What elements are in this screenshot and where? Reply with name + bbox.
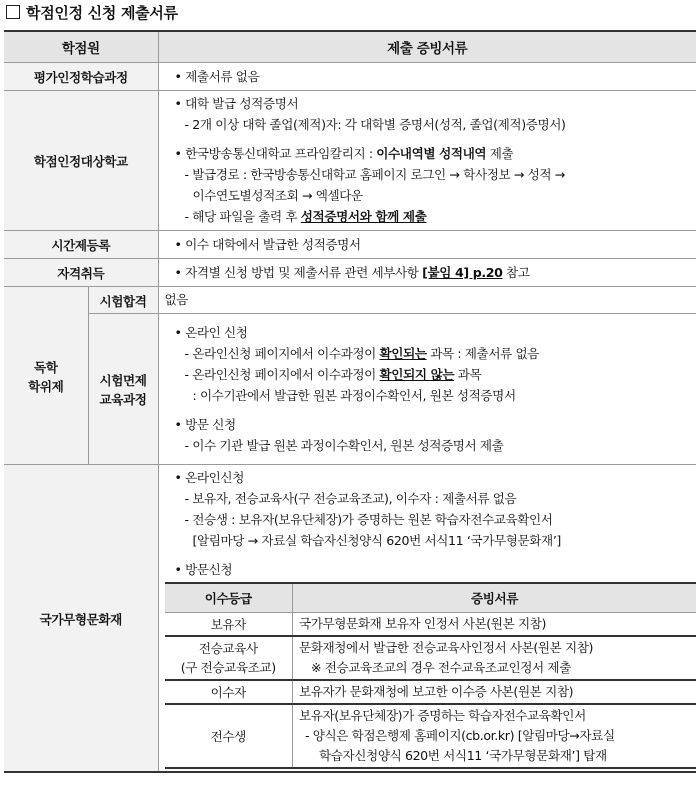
text-line: • 제출서류 없음 (174, 68, 260, 84)
underlined-bold-text: 확인되는 (379, 346, 427, 361)
text-line: 보유자(보유단체장)가 증명하는 학습자전수교육확인서 (299, 708, 586, 723)
table-row (4, 231, 696, 259)
grade-cell (165, 636, 293, 680)
text-line: - 전승생 : 보유자(보유단체장)가 증명하는 원본 학습자전수교육확인서 (184, 512, 553, 527)
text-line: • 방문 신청 (174, 417, 236, 432)
text-line: - 보유자, 전승교육사(구 전승교육조교), 이수자 : 제출서류 없음 (184, 491, 517, 506)
row-label-sigan: 시간제등록 (4, 231, 158, 259)
text-line: ※ 전승교육조교의 경우 전수교육조교인정서 제출 (311, 660, 571, 675)
row-content-exam-exempt (158, 314, 696, 465)
text-span: • 자격별 신청 방법 및 제출서류 관련 세부사항 (174, 264, 423, 280)
table-row (4, 465, 696, 773)
text-line (165, 143, 691, 164)
table-row (165, 613, 697, 637)
inner-header-grade: 이수등급 (165, 583, 293, 613)
text-line: : 이수기관에서 발급한 원본 과정이수확인서, 원본 성적증명서 (192, 388, 516, 403)
header-documents: 제출 증빙서류 (158, 31, 696, 63)
row-label-dokhak (4, 287, 88, 465)
table-row (4, 314, 696, 465)
text-line (165, 206, 691, 227)
underlined-bold-text: 확인되지 않는 (379, 367, 455, 382)
row-label-daesang: 학점인정대상학교 (4, 91, 158, 231)
text-line: 이수연도별성적조회 → 엑셀다운 (192, 188, 363, 203)
label-line: 시험면제 (99, 373, 147, 388)
row-content-sigan (158, 231, 696, 259)
row-label-jagyeok: 자격취득 (4, 259, 158, 287)
row-label-munhwa: 국가무형문화재 (4, 465, 158, 773)
text-line: [알림마당 → 자료실 학습자신청양식 620번 서식11 ‘국가무형문화재’] (192, 533, 561, 548)
underlined-bold-text: 성적증명서와 함께 제출 (300, 209, 427, 224)
text-line: • 온라인 신청 (174, 325, 248, 340)
bold-text: 이수내역별 성적내역 (376, 146, 487, 161)
row-content-munhwa (158, 465, 696, 773)
text-span: - 해당 파일을 출력 후 (184, 209, 301, 224)
text-line: 문화재청에서 발급한 전승교육사인정서 사본(원본 지참) (299, 640, 594, 655)
text-line: • 온라인신청 (174, 470, 244, 485)
section-title-text: 학점인정 신청 제출서류 (26, 4, 178, 22)
label-line: 학위제 (28, 378, 64, 394)
text-span: • 한국방송통신대학교 프라임칼리지 : (174, 146, 377, 161)
text-line: • 방문신청 (174, 562, 233, 577)
sub-label-exam-pass: 시험합격 (88, 287, 158, 314)
grade-cell: 이수자 (165, 680, 293, 704)
text-line: - 2개 이상 대학 졸업(제적)자: 각 대학별 증명서(성적, 졸업(제적)증명서) (184, 117, 566, 132)
table-row (165, 680, 697, 704)
text-line: 없음 (164, 292, 189, 307)
label-line: 독학 (33, 359, 58, 375)
text-span: - 온라인신청 페이지에서 이수과정이 (184, 346, 380, 361)
text-span: 과목 : 제출서류 없음 (426, 346, 539, 361)
table-row (165, 636, 697, 680)
text-span: - 온라인신청 페이지에서 이수과정이 (184, 367, 380, 382)
header-credit-source: 학점원 (4, 31, 158, 63)
text-span: 제출 (486, 146, 514, 161)
table-header-row (4, 31, 696, 63)
text-line: - 발급경로 : 한국방송통신대학교 홈페이지 로그인 → 학사정보 → 성적 → (184, 167, 565, 182)
row-content-pyeongga (158, 63, 696, 91)
text-span: 과목 (454, 367, 482, 382)
table-row (165, 704, 697, 768)
submission-documents-table (4, 30, 696, 773)
row-label-pyeongga: 평가인정학습과정 (4, 63, 158, 91)
text-line: • 대학 발급 성적증명서 (174, 96, 299, 111)
section-title (6, 2, 178, 23)
row-content-jagyeok (158, 259, 696, 287)
text-line: (구 전승교육조교) (180, 660, 276, 675)
text-line (165, 364, 691, 385)
doc-cell: 국가무형문화재 보유자 인정서 사본(원본 지참) (293, 613, 697, 637)
label-line: 교육과정 (99, 392, 147, 407)
text-line: 전승교육사 (198, 641, 258, 656)
text-span: 참고 (502, 264, 530, 280)
visit-documents-table (165, 582, 697, 769)
checkbox-square-icon (6, 5, 20, 19)
appendix-reference: [붙임 4] p.20 (422, 264, 503, 280)
text-line: • 이수 대학에서 발급한 성적증명서 (174, 236, 361, 252)
grade-cell: 전수생 (165, 704, 293, 768)
row-content-exam-pass (158, 287, 696, 314)
doc-cell (293, 636, 697, 680)
sub-label-exam-exempt (88, 314, 158, 465)
text-line: 학습자신청양식 620번 서식11 ‘국가무형문화재’] 탑재 (319, 748, 607, 763)
text-line: - 이수 기관 발급 원본 과정이수확인서, 원본 성적증명서 제출 (184, 438, 504, 453)
table-row (4, 287, 696, 314)
grade-cell: 보유자 (165, 613, 293, 637)
text-line (165, 343, 691, 364)
text-line: - 양식은 학점은행제 홈페이지(cb.or.kr) [알림마당→자료실 (305, 728, 615, 743)
inner-header-row (165, 583, 697, 613)
row-content-daesang (158, 91, 696, 231)
doc-cell: 보유자가 문화재청에 보고한 이수증 사본(원본 지참) (293, 680, 697, 704)
inner-header-doc: 증빙서류 (293, 583, 697, 613)
text-line (165, 262, 691, 283)
table-row (4, 259, 696, 287)
table-row (4, 91, 696, 231)
table-row (4, 63, 696, 91)
doc-cell (293, 704, 697, 768)
